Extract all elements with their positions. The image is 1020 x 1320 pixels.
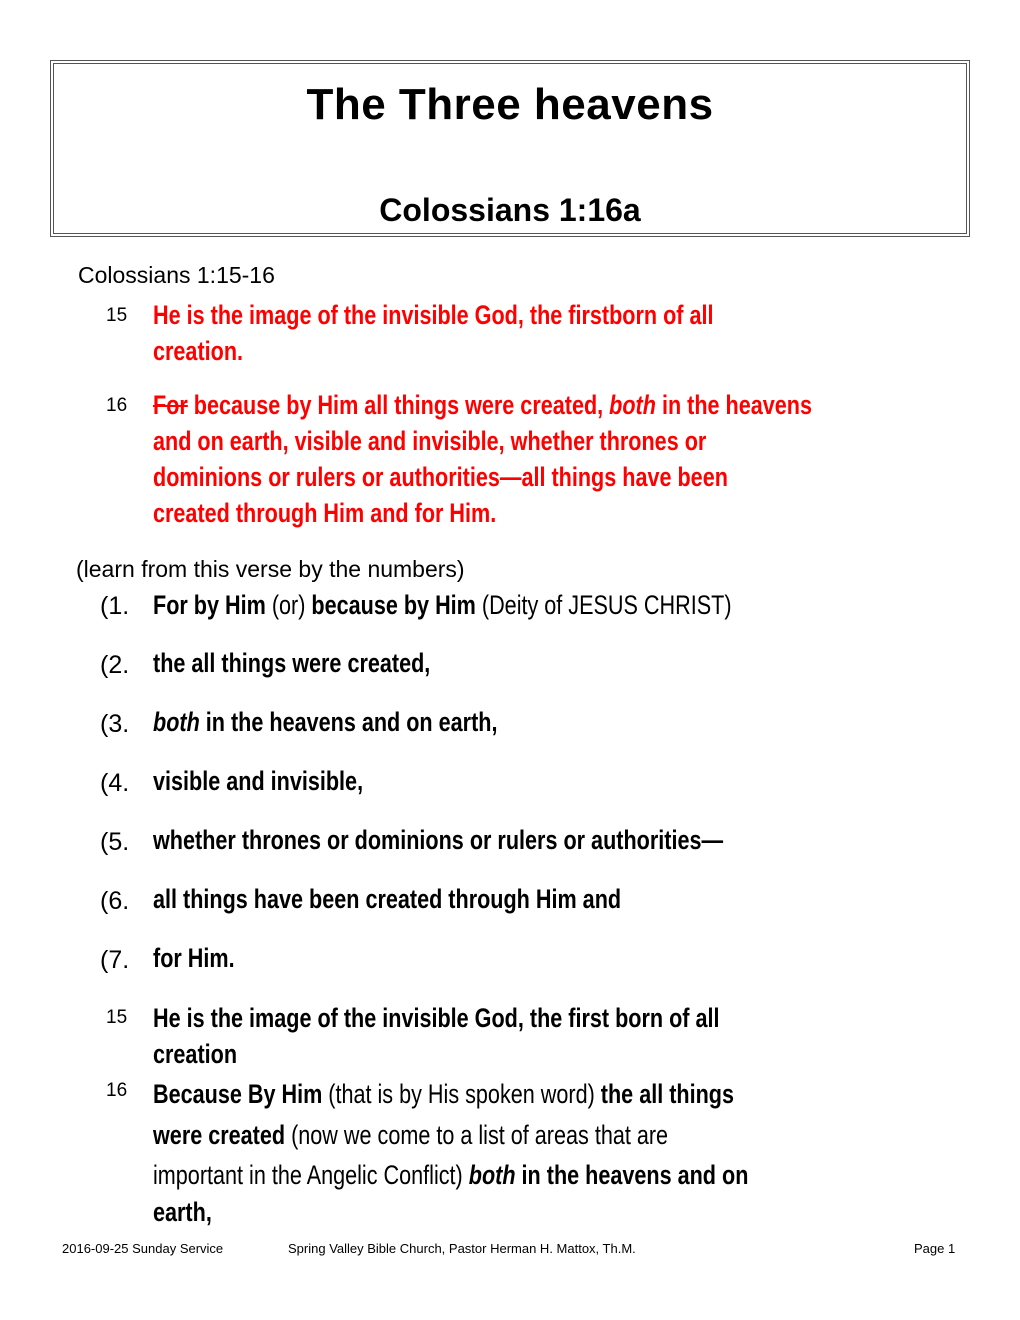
list-item: For by Him (or) because by Him (Deity of JESUS CHRIST) [153,590,732,620]
list-item: both in the heavens and on earth, [153,707,498,737]
commentary-16-line-2: were created (now we come to a list of areas that are [153,1120,669,1150]
page-subtitle: Colossians 1:16a [379,192,641,228]
verse-number: 15 [106,1007,128,1028]
item-number: (1. [100,592,130,620]
item-number: (3. [100,710,130,738]
item-number: (2. [100,651,130,679]
verse-16-line-4: created through Him and for Him. [153,498,497,528]
list-item: for Him. [153,943,235,973]
verse-number: 15 [106,305,128,326]
item-number: (7. [100,946,130,974]
verse-16-line-2: and on earth, visible and invisible, whether thrones or [153,426,707,456]
breakdown-intro: (learn from this verse by the numbers) [76,556,465,582]
verse-16-line-1: For because by Him all things were created, both in the heavens [153,390,813,420]
verse-number: 16 [106,395,128,416]
commentary-16-line-3: important in the Angelic Conflict) both in the heavens and on [153,1160,749,1190]
footer-church: Spring Valley Bible Church, Pastor Herman H. Mattox, Th.M. [288,1241,636,1256]
list-item: all things have been created through Him and [153,884,622,914]
page-title: The Three heavens [306,80,714,129]
emphasis-word: both [609,390,656,420]
list-item: whether thrones or dominions or rulers or authorities— [153,825,724,855]
footer-date: 2016-09-25 Sunday Service [62,1241,224,1256]
scripture-reference: Colossians 1:15-16 [78,262,275,288]
item-number: (4. [100,769,130,797]
verse-16-line-3: dominions or rulers or authorities—all things have been [153,462,728,492]
item-number: (5. [100,828,130,856]
verse-number: 16 [106,1080,128,1101]
commentary-15-line-1: He is the image of the invisible God, the first born of all [153,1003,720,1033]
commentary-16-line-1: Because By Him (that is by His spoken word) the all things [153,1079,735,1109]
footer-page-number: Page 1 [914,1241,956,1256]
verse-15-line-1: He is the image of the invisible God, the firstborn of all [153,300,714,330]
commentary-16-line-4: earth, [153,1197,212,1227]
list-item: the all things were created, [153,648,431,678]
struck-word: For [153,390,188,420]
item-number: (6. [100,887,130,915]
list-item: visible and invisible, [153,766,364,796]
commentary-15-line-2: creation [153,1039,238,1069]
title-box [50,60,970,237]
verse-15-line-2: creation. [153,336,244,366]
